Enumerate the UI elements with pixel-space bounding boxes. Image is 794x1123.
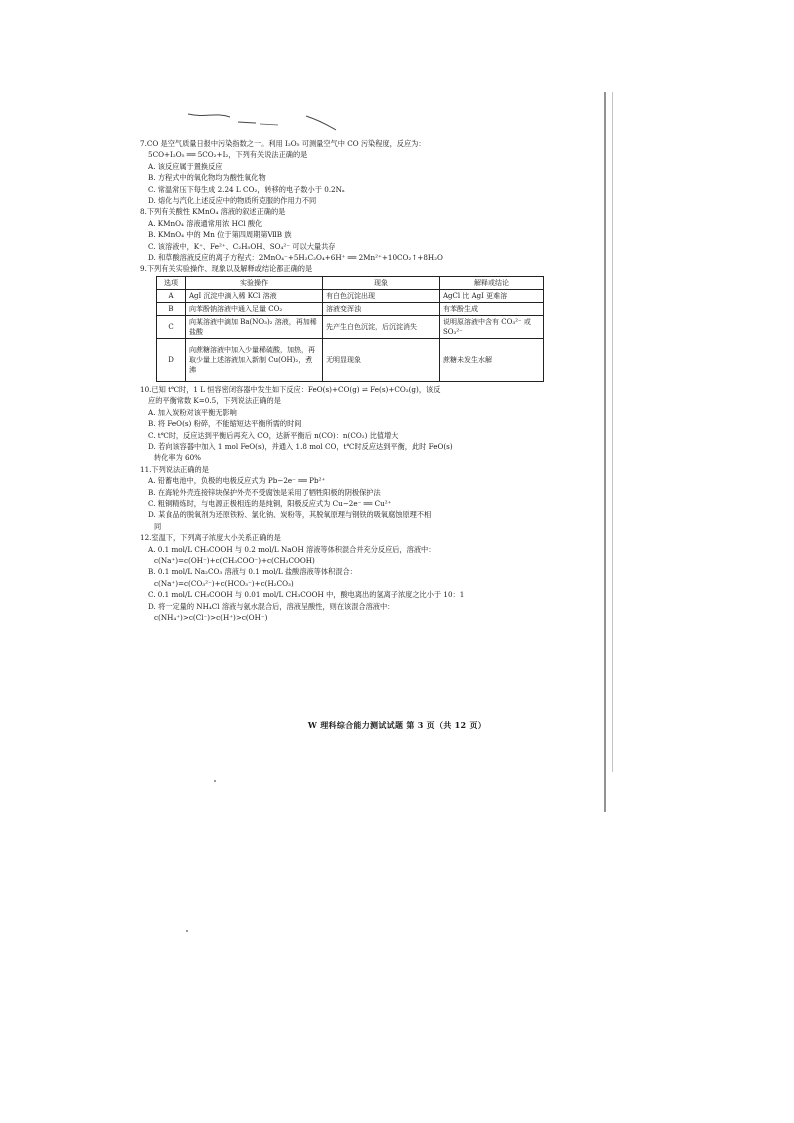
- question-12-option-d-line1: D. 将一定量的 NH₄Cl 溶液与氨水混合后，溶液呈酸性，则在该混合溶液中：: [148, 601, 395, 611]
- table-cell: 向某溶液中滴加 Ba(NO₃)₂ 溶液，再加稀盐酸: [186, 315, 323, 338]
- table-cell: 蔗糖未发生水解: [440, 338, 544, 381]
- table-cell: A: [157, 289, 186, 302]
- table-cell: 先产生白色沉淀，后沉淀消失: [323, 315, 440, 338]
- question-7-stem-line2: 5CO+I₂O₅ ══ 5CO₂+I₂，下列有关说法正确的是: [148, 150, 308, 160]
- question-7: [140, 138, 550, 206]
- table-row: [157, 302, 544, 315]
- question-12: [140, 532, 550, 623]
- question-10-option-d-line2: 转化率为 60%: [154, 453, 202, 463]
- question-7-stem-line1: 7.CO 是空气质量日报中污染指数之一。利用 I₂O₅ 可测量空气中 CO 污染程度，反应为：: [140, 139, 426, 148]
- table-header-cell: 实验操作: [186, 276, 323, 289]
- question-10: [140, 384, 550, 464]
- question-7-option-c: C. 常温常压下每生成 2.24 L CO₂，转移的电子数小于 0.2Nₐ: [148, 184, 345, 194]
- question-9-table: [156, 276, 544, 382]
- question-12-option-d-formula: c(NH₄⁺)>c(Cl⁻)>c(H⁺)>c(OH⁻): [154, 613, 268, 622]
- page-footer: W 理科综合能力测试试题 第 3 页（共 12 页）: [307, 720, 487, 730]
- question-11-stem: 11.下列说法正确的是: [140, 464, 209, 474]
- table-cell: D: [157, 338, 186, 381]
- question-9-stem: 9.下列有关实验操作、现象以及解释或结论都正确的是: [140, 264, 313, 274]
- table-cell: 说明原溶液中含有 CO₃²⁻ 或 SO₃²⁻: [440, 315, 544, 338]
- table-cell: C: [157, 315, 186, 338]
- table-header-row: [157, 276, 544, 289]
- question-8-stem: 8.下列有关酸性 KMnO₄ 溶液的叙述正确的是: [140, 207, 286, 217]
- question-7-option-a: A. 该反应属于置换反应: [148, 161, 223, 171]
- question-12-option-a-line1: A. 0.1 mol/L CH₃COOH 与 0.2 mol/L NaOH 溶液等体积混合并充分反应后，溶液中：: [148, 544, 436, 554]
- exam-page-content: [140, 138, 550, 623]
- table-cell: 无明显现象: [323, 338, 440, 381]
- question-7-option-b: B. 方程式中的氧化物均为酸性氧化物: [148, 173, 266, 183]
- question-12-option-a-formula: c(Na⁺)=c(OH⁻)+c(CH₃COO⁻)+c(CH₃COOH): [154, 555, 315, 565]
- question-8-option-b: B. KMnO₄ 中的 Mn 位于第四周期第ⅦB 族: [148, 230, 292, 240]
- question-12-option-b-formula: c(Na⁺)=c(CO₃²⁻)+c(HCO₃⁻)+c(H₂CO₃): [154, 578, 294, 588]
- question-12-option-c: C. 0.1 mol/L CH₃COOH 与 0.01 mol/L CH₃COOH 中，酸电离出的氢离子浓度之比小于 10：1: [148, 590, 465, 600]
- question-8-option-c: C. 该溶液中，K⁺、Fe²⁺、C₂H₅OH、SO₄²⁻ 可以大量共存: [148, 241, 336, 251]
- table-header-cell: 选项: [157, 276, 186, 289]
- table-cell: 有苯酚生成: [440, 302, 544, 315]
- table-row: [157, 289, 544, 302]
- question-10-option-c: C. t℃时，反应达到平衡后再充入 CO，达新平衡后 n(CO)：n(CO₂) 比值增大: [148, 430, 399, 440]
- scan-speck: [186, 930, 188, 932]
- table-cell: AgI 沉淀中滴入稀 KCl 溶液: [186, 289, 323, 302]
- table-cell: 向蔗糖溶液中加入少量稀硫酸，加热，再取少量上述溶液加入新制 Cu(OH)₂，煮沸: [186, 338, 323, 381]
- table-header-cell: 解释或结论: [440, 276, 544, 289]
- question-10-option-a: A. 加入炭粉对该平衡无影响: [148, 407, 237, 417]
- question-11-option-d-line1: D. 某食品的脱氧剂为还原铁粉、氯化钠、炭粉等，其脱氧原理与钢铁的吸氧腐蚀原理不相: [148, 510, 432, 520]
- table-row: [157, 338, 544, 381]
- table-row: [157, 315, 544, 338]
- question-11-option-b: B. 在海轮外壳连接锌块保护外壳不受腐蚀是采用了牺牲阳极的阴极保护法: [148, 487, 381, 497]
- scan-speck: [214, 780, 216, 782]
- table-cell: AgCl 比 AgI 更难溶: [440, 289, 544, 302]
- question-7-option-d: D. 熔化与汽化上述反应中的物质所克服的作用力不同: [148, 196, 317, 206]
- table-cell: 溶液变浑浊: [323, 302, 440, 315]
- table-header-cell: 现象: [323, 276, 440, 289]
- question-8-option-d: D. 和草酸溶液反应的离子方程式：2MnO₄⁻+5H₂C₂O₄+6H⁺ ══ 2Mn²⁺+10CO₂↑+8H₂O: [148, 253, 443, 263]
- question-11-option-c: C. 粗铜精炼时，与电源正极相连的是纯铜，阳极反应式为 Cu−2e⁻ ══ Cu²⁺: [148, 498, 392, 508]
- question-9: [140, 263, 550, 381]
- question-11-option-a: A. 铅蓄电池中，负极的电极反应式为 Pb−2e⁻ ══ Pb²⁺: [148, 476, 326, 486]
- scan-scribble-mark: [186, 108, 356, 138]
- question-11: [140, 464, 550, 532]
- question-10-stem-line1: 10.已知 t℃时，1 L 恒容密闭容器中发生如下反应：FeO(s)+CO(g) ⇌ Fe(s)+CO₂(g)，该反: [140, 384, 441, 394]
- scan-edge-line: [604, 92, 606, 812]
- question-12-stem: 12.室温下，下列离子浓度大小关系正确的是: [140, 533, 281, 543]
- question-10-stem-line2: 应的平衡常数 K=0.5，下列说法正确的是: [148, 396, 281, 406]
- table-cell: 向苯酚钠溶液中通入足量 CO₂: [186, 302, 323, 315]
- table-cell: B: [157, 302, 186, 315]
- table-cell: 有白色沉淀出现: [323, 289, 440, 302]
- question-11-option-d-line2: 同: [154, 521, 162, 531]
- question-8-option-a: A. KMnO₄ 溶液通常用浓 HCl 酸化: [148, 218, 263, 228]
- scan-edge-line-secondary: [612, 92, 613, 772]
- question-8: [140, 206, 550, 263]
- question-10-option-d-line1: D. 若向该容器中加入 1 mol FeO(s)，并通入 1.8 mol CO，t℃时反应达到平衡，此时 FeO(s): [148, 441, 453, 451]
- question-10-option-b: B. 将 FeO(s) 粉碎，不能缩短达平衡所需的时间: [148, 419, 302, 429]
- question-12-option-b-line1: B. 0.1 mol/L Na₂CO₃ 溶液与 0.1 mol/L 盐酸溶液等体积混合：: [148, 567, 357, 577]
